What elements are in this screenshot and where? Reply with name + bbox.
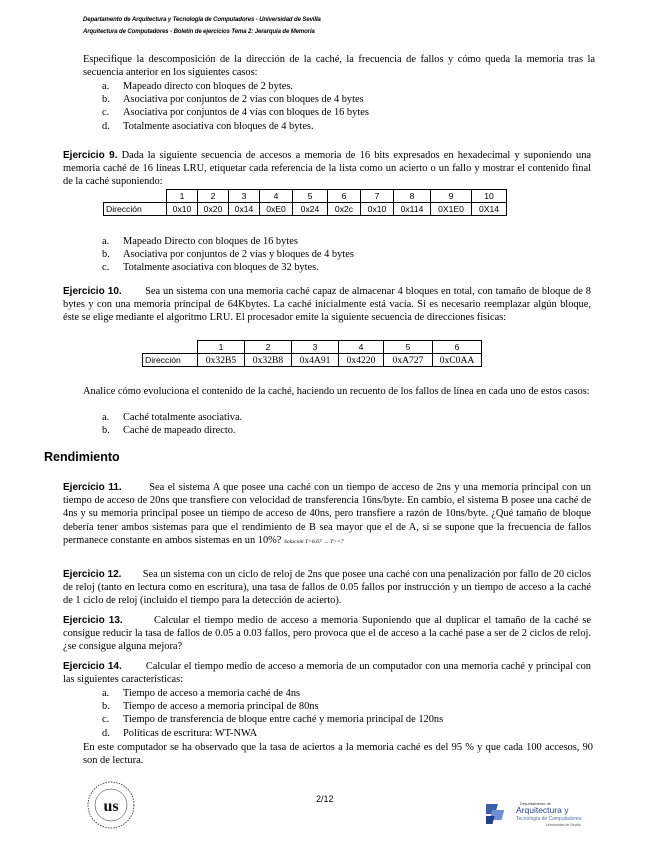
exercise-label: Ejercicio 13. xyxy=(63,615,123,626)
table-cell: 8 xyxy=(394,190,431,203)
exercise-label: Ejercicio 9. xyxy=(63,150,118,161)
list-item: a. Tiempo de acceso a memoria caché de 4ns xyxy=(102,688,301,699)
table-cell: 5 xyxy=(293,190,328,203)
section-title: Rendimiento xyxy=(44,450,120,464)
table-cell: 0x114 xyxy=(394,203,431,216)
exercise-12 xyxy=(63,568,591,608)
table-row xyxy=(143,341,482,354)
department-logo-icon xyxy=(486,796,616,830)
address-sequence-table-10 xyxy=(142,340,482,367)
table-corner xyxy=(143,341,198,354)
exercise-text: Calcular el tiempo medio de acceso a memoria de un computador con una memoria caché y principal con las siguientes características: xyxy=(63,661,591,686)
list-item: b. Caché de mapeado directo. xyxy=(102,425,236,437)
exercise-10-list xyxy=(102,411,242,437)
header-department: Departamento de Arquitectura y Tecnología de Computadores - Universidad de Sevilla xyxy=(83,17,321,23)
list-item: d. Políticas de escritura: WT-NWA xyxy=(102,727,258,739)
exercise-10-after: Analice cómo evoluciona el contenido de la caché, haciendo un recuento de los fallos de línea en cada uno de estos casos: xyxy=(83,386,590,397)
list-item: d. Totalmente asociativa con bloques de 4 bytes. xyxy=(102,120,314,132)
list-item: c. Totalmente asociativa con bloques de 32 bytes. xyxy=(102,262,319,274)
university-logo xyxy=(86,780,136,835)
exercise-text: Sea un sistema con un ciclo de reloj de 2ns que posee una caché con una penalización por fallo de 20 ciclos de reloj (tanto en lectura como en escritura), una tasa de fallos de 0.05 fallos por instrucción y un tiempo de acceso a la caché de 1 ciclo de reloj (incluido el tiempo para la detección de acierto). xyxy=(63,569,591,607)
list-item: b. Tiempo de acceso a memoria principal de 80ns xyxy=(102,701,319,713)
table-cell: 4 xyxy=(260,190,293,203)
table-cell: 0x32B5 xyxy=(198,354,245,367)
table-cell: 6 xyxy=(433,341,482,354)
university-seal-icon xyxy=(86,780,136,830)
table-cell: 7 xyxy=(361,190,394,203)
logo-monogram: us xyxy=(103,798,119,815)
list-item: b. Asociativa por conjuntos de 2 vías y bloques de 4 bytes xyxy=(102,249,354,261)
logo-line: Departamento de xyxy=(520,801,551,806)
table-cell: 1 xyxy=(167,190,198,203)
exercise-label: Ejercicio 10. xyxy=(63,286,122,297)
intro-list xyxy=(102,80,369,133)
exercise-14-list xyxy=(102,687,443,740)
table-cell: 2 xyxy=(198,190,229,203)
table-cell: 0x10 xyxy=(361,203,394,216)
list-item: a. Mapeado Directo con bloques de 16 bytes xyxy=(102,236,298,247)
table-cell: 0x20 xyxy=(198,203,229,216)
list-item: c. Tiempo de transferencia de bloque entre caché y memoria principal de 120ns xyxy=(102,714,444,726)
table-cell: 10 xyxy=(472,190,507,203)
list-item: a. Mapeado directo con bloques de 2 bytes. xyxy=(102,81,293,92)
table-cell: 3 xyxy=(229,190,260,203)
exercise-9 xyxy=(63,149,591,189)
exercise-14-after: En este computador se ha observado que la tasa de aciertos a la memoria caché es del 95 % y que cada 100 accesos, 90 son de lectura. xyxy=(83,742,593,767)
table-cell: 0x14 xyxy=(229,203,260,216)
table-cell: 0x4220 xyxy=(339,354,384,367)
exercise-text: Sea el sistema A que posee una caché con un tiempo de acceso de 2ns y una memoria principal con un tiempo de acceso de 20ns que transfiere con velocidad de transferencia 16ns/byte. En cambio, el sistema B posee una caché de 4ns y su memoria principal posee un tiempo de acceso de 40ns, pero transfiere a razón de 10ns/byte. ¿Qué tamaño de bloque debería tener ambos sistemas para que el rendimiento de B sea mayor que el de A, si se supone que la frecuencia de fallos permanece constante en ambos sistemas en un 10%? xyxy=(63,482,591,546)
table-row-label: Dirección xyxy=(104,203,167,216)
table-cell: 5 xyxy=(384,341,433,354)
table-row xyxy=(104,190,507,203)
table-row-label: Dirección xyxy=(143,354,198,367)
table-cell: 2 xyxy=(245,341,292,354)
table-cell: 0X14 xyxy=(472,203,507,216)
exercise-label: Ejercicio 12. xyxy=(63,569,122,580)
department-logo xyxy=(486,796,616,835)
exercise-label: Ejercicio 14. xyxy=(63,661,122,672)
table-cell: 0xC0AA xyxy=(433,354,482,367)
exercise-11 xyxy=(63,481,591,549)
solution-note: Solución T>6.67 → T>=7 xyxy=(284,538,344,545)
header-course: Arquitectura de Computadores - Boletín de ejercicios Tema 2: Jerarquía de Memoria xyxy=(83,29,315,35)
exercise-text: Sea un sistema con una memoria caché capaz de almacenar 4 bloques en total, con tamaño de bloque de 8 bytes y con una memoria principal de 64Kbytes. La caché inicialmente está vacía. Si es necesario reemplazar algún bloque, éste se elige mediante el algoritmo LRU. El procesador emite la siguiente secuencia de direcciones físicas: xyxy=(63,286,592,324)
exercise-label: Ejercicio 11. xyxy=(63,482,122,493)
table-cell: 3 xyxy=(292,341,339,354)
table-row xyxy=(143,354,482,367)
exercise-text: Calcular el tiempo medio de acceso a memoria Suponiendo que al duplicar el tamaño de la caché se consigue reducir la tasa de fallos de 0.05 a 0.03 fallos, pero provoca que el de acceso a la caché pase a ser de 2 ciclos de reloj. ¿se consigue alguna mejora? xyxy=(63,615,591,653)
table-cell: 0xE0 xyxy=(260,203,293,216)
address-sequence-table-9 xyxy=(103,189,507,216)
table-cell: 1 xyxy=(198,341,245,354)
table-cell: 0X1E0 xyxy=(431,203,472,216)
exercise-14 xyxy=(63,660,591,686)
intro-text: Especifique la descomposición de la dirección de la caché, la frecuencia de fallos y cómo queda la memoria tras la secuencia anterior en los siguientes casos: xyxy=(83,54,595,79)
list-item: a. Caché totalmente asociativa. xyxy=(102,412,243,423)
table-cell: 0x32B8 xyxy=(245,354,292,367)
table-cell: 9 xyxy=(431,190,472,203)
table-cell: 0xA727 xyxy=(384,354,433,367)
exercise-text: Dada la siguiente secuencia de accesos a memoria de 16 bits expresados en hexadecimal y suponiendo una memoria caché de 16 líneas LRU, etiquetar cada referencia de la lista como un acierto o un fallo y mostrar el contenido final de la caché suponiendo: xyxy=(63,150,591,188)
exercise-10 xyxy=(63,285,591,325)
list-item: b. Asociativa por conjuntos de 2 vías con bloques de 4 bytes xyxy=(102,94,364,106)
table-cell: 4 xyxy=(339,341,384,354)
logo-line: Universidad de Sevilla xyxy=(546,823,581,827)
table-cell: 0x4A91 xyxy=(292,354,339,367)
table-cell: 0x24 xyxy=(293,203,328,216)
table-cell: 6 xyxy=(328,190,361,203)
logo-line: Arquitectura y xyxy=(516,805,569,815)
table-row xyxy=(104,203,507,216)
table-cell: 0x2c xyxy=(328,203,361,216)
logo-line: Tecnología de Computadores xyxy=(516,816,582,822)
table-corner xyxy=(104,190,167,203)
exercise-9-list xyxy=(102,235,354,275)
page-number: 2/12 xyxy=(316,794,334,804)
list-item: c. Asociativa por conjuntos de 4 vías con bloques de 16 bytes xyxy=(102,107,369,119)
table-cell: 0x10 xyxy=(167,203,198,216)
exercise-13 xyxy=(63,614,591,654)
